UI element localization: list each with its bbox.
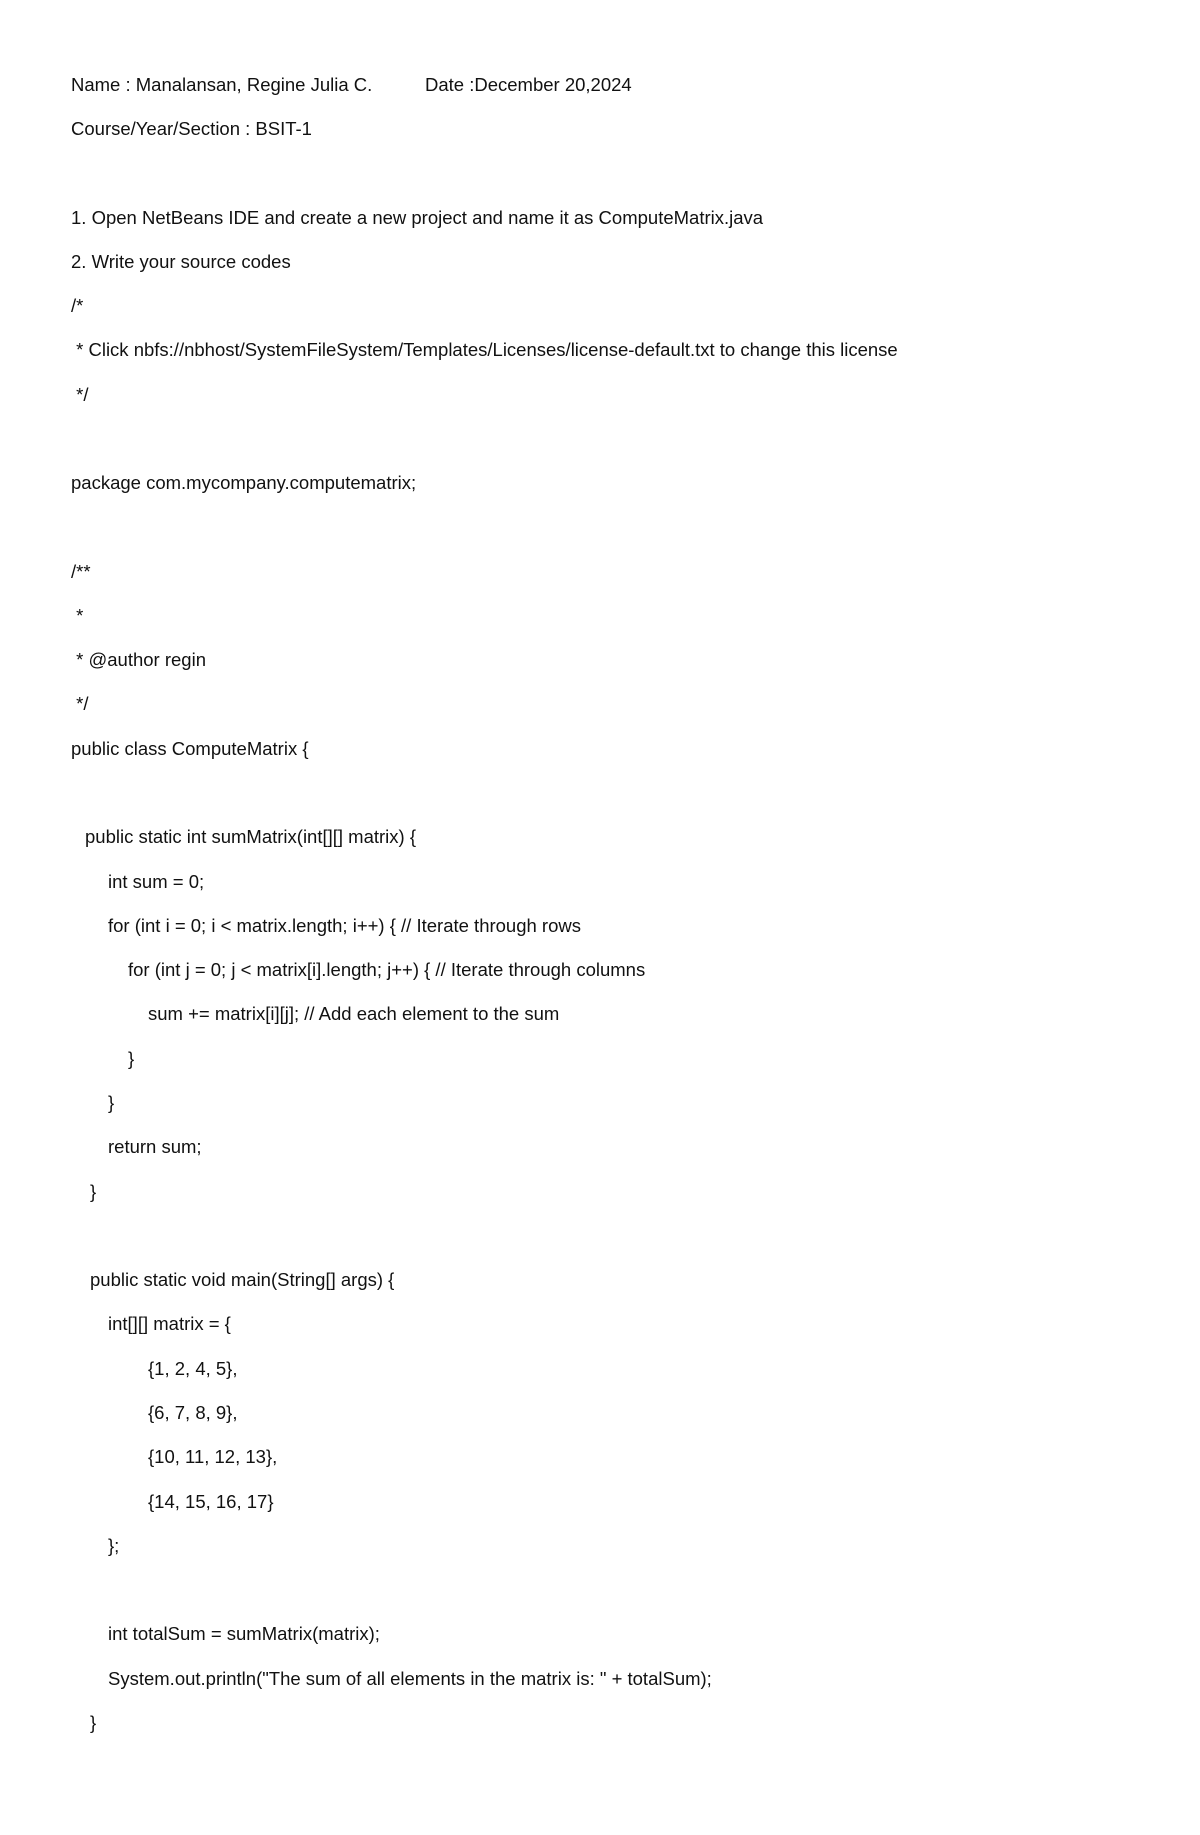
code-line: } [128, 1048, 135, 1069]
code-line: * Click nbfs://nbhost/SystemFileSystem/Templates/Licenses/license-default.txt to change this license [71, 339, 898, 360]
code-line: * [71, 605, 84, 626]
code-line: * @author regin [71, 649, 206, 670]
code-line: /** [71, 561, 91, 582]
code-line: /* [71, 295, 84, 316]
code-line: {6, 7, 8, 9}, [148, 1402, 238, 1423]
code-line: } [90, 1181, 97, 1202]
code-line: for (int j = 0; j < matrix[i].length; j++) { // Iterate through columns [128, 959, 646, 980]
code-line-package: package com.mycompany.computematrix; [71, 472, 417, 493]
code-line: int totalSum = sumMatrix(matrix); [108, 1623, 380, 1644]
code-line: for (int i = 0; i < matrix.length; i++) { // Iterate through rows [108, 915, 581, 936]
code-line-main: public static void main(String[] args) { [90, 1269, 395, 1290]
code-line: {10, 11, 12, 13}, [148, 1446, 278, 1467]
code-line: System.out.println("The sum of all elements in the matrix is: " + totalSum); [108, 1668, 712, 1689]
code-line: {1, 2, 4, 5}, [148, 1358, 238, 1379]
code-line: return sum; [108, 1136, 202, 1157]
code-line: }; [108, 1535, 120, 1556]
student-name: Name : Manalansan, Regine Julia C. [71, 74, 373, 95]
code-line: } [90, 1712, 97, 1733]
code-line: sum += matrix[i][j]; // Add each element to the sum [148, 1003, 560, 1024]
submission-date: Date :December 20,2024 [425, 74, 632, 95]
code-line-method: public static int sumMatrix(int[][] matrix) { [85, 826, 417, 847]
code-line: int sum = 0; [108, 871, 205, 892]
code-line: */ [71, 693, 89, 714]
code-line-class: public class ComputeMatrix { [71, 738, 309, 759]
course-year-section: Course/Year/Section : BSIT-1 [71, 118, 312, 139]
instruction-step-1: 1. Open NetBeans IDE and create a new project and name it as ComputeMatrix.java [71, 207, 764, 228]
code-line: } [108, 1092, 115, 1113]
code-line: {14, 15, 16, 17} [148, 1491, 274, 1512]
instruction-step-2: 2. Write your source codes [71, 251, 291, 272]
code-line: */ [71, 384, 89, 405]
code-line: int[][] matrix = { [108, 1313, 231, 1334]
